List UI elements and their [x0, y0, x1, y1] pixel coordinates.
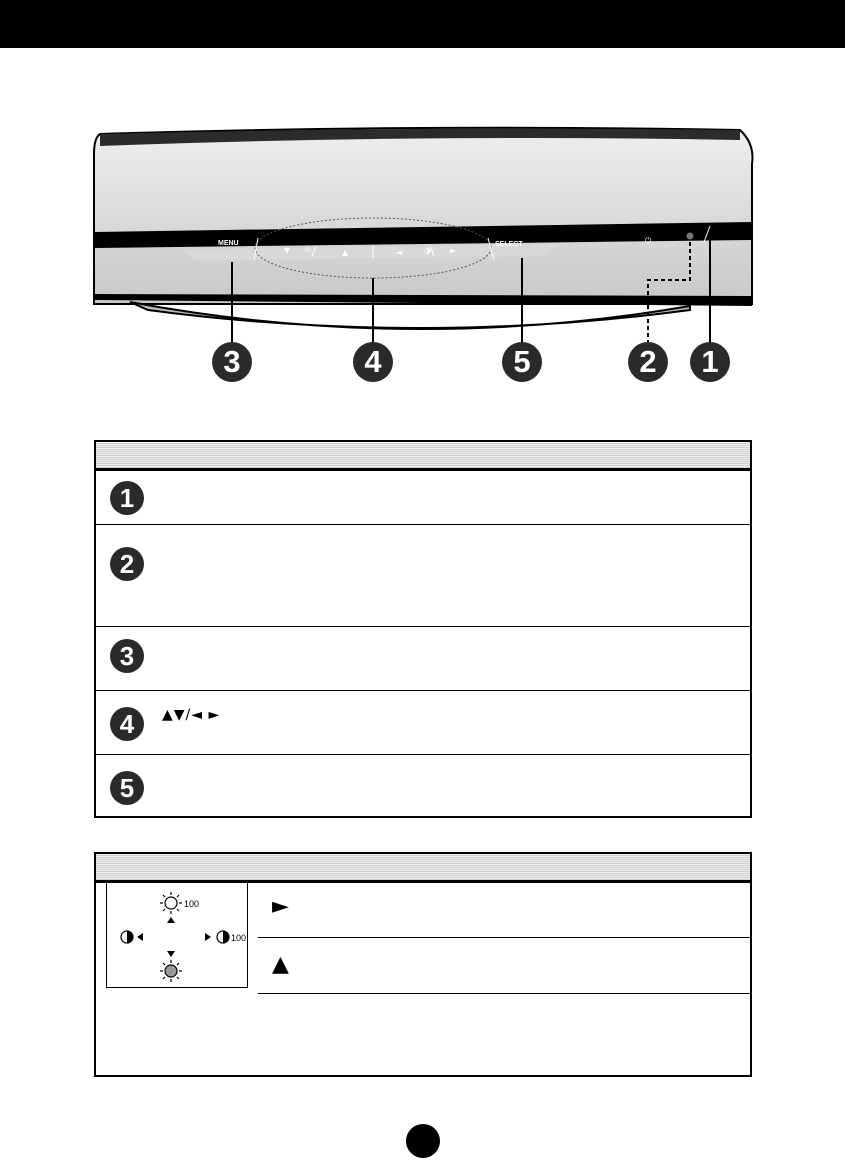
brightness-value: 100	[184, 899, 200, 909]
box-header	[96, 854, 750, 883]
page-number-badge	[406, 1124, 440, 1158]
callout-1: 1	[690, 342, 730, 382]
right-arrow-row	[258, 884, 752, 938]
callout-3: 3	[212, 342, 252, 382]
top-header-bar	[0, 0, 845, 48]
menu-label: MENU	[218, 240, 239, 247]
table-row	[96, 755, 750, 819]
brightness-sun-icon-dim	[160, 960, 182, 982]
row-number-badge: 4	[110, 707, 144, 741]
contrast-icon-right	[217, 931, 229, 943]
callout-2: 2	[628, 342, 668, 382]
row-number-badge: 1	[110, 481, 144, 515]
direct-access-box	[94, 852, 752, 1077]
osd-adjust-panel	[106, 882, 248, 988]
table-row	[96, 627, 750, 691]
power-icon: ⏻	[645, 236, 652, 245]
controls-table	[94, 440, 752, 818]
row-number-badge: 2	[110, 547, 144, 581]
arrow-buttons-glyphs: ▲▼/◄ ►	[162, 707, 221, 723]
contrast-value: 100	[231, 933, 247, 943]
right-arrow-icon: ►	[450, 246, 457, 255]
contrast-icon-left	[121, 931, 133, 943]
up-arrow-icon: ▲	[342, 248, 349, 257]
table-row	[96, 525, 750, 627]
contrast-icon: ◑	[424, 246, 431, 255]
down-arrow-icon: ▼	[284, 246, 291, 255]
left-arrow-icon: ◄	[396, 248, 403, 257]
brightness-sun-icon	[160, 892, 182, 914]
table-row	[96, 471, 750, 525]
select-label: SELECT	[495, 241, 523, 248]
brightness-icon: ☼	[304, 245, 312, 254]
table-row	[96, 691, 750, 755]
row-number-badge: 3	[110, 639, 144, 673]
table-header	[96, 442, 750, 471]
callout-4: 4	[353, 342, 393, 382]
monitor-front-panel-illustration	[90, 124, 760, 344]
up-arrow-row	[258, 938, 752, 994]
row-number-badge: 5	[110, 771, 144, 805]
right-arrow-icon: ►	[272, 894, 289, 919]
up-arrow-icon: ▲	[272, 952, 289, 977]
callout-5: 5	[502, 342, 542, 382]
